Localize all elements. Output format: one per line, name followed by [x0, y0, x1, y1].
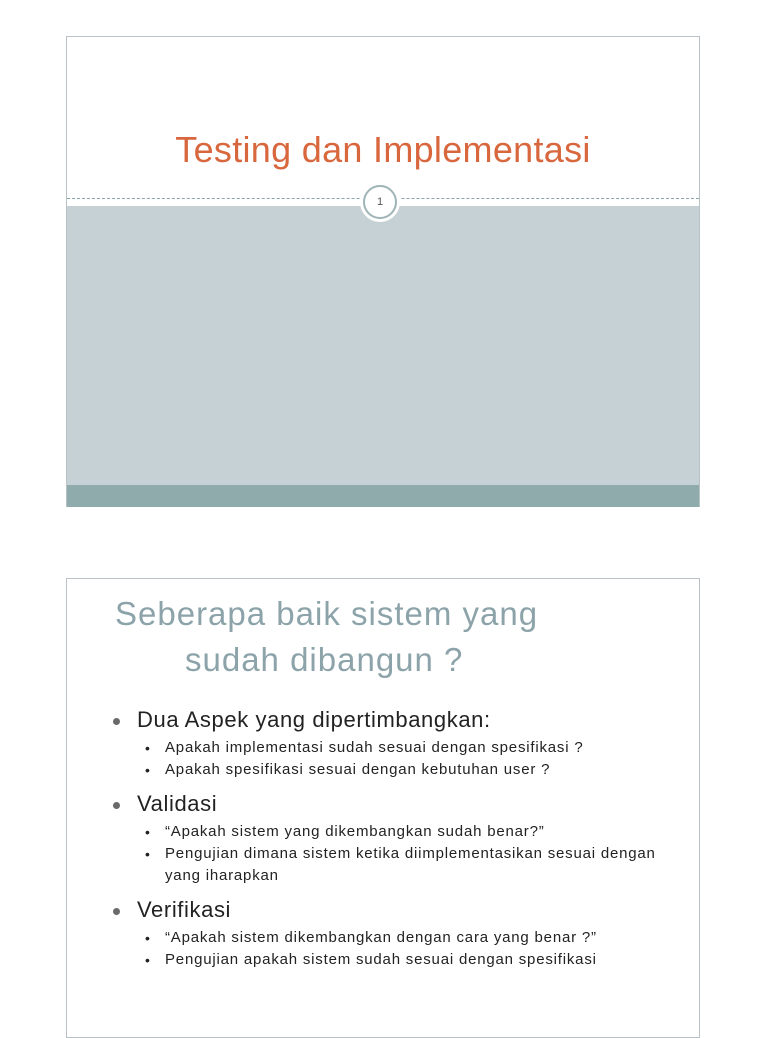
sub-bullet-marker: •: [145, 952, 151, 968]
title-slide: [66, 36, 700, 507]
sub-bullet-item: [111, 927, 679, 949]
heading-line-2: sudah dibangun ?: [185, 641, 464, 678]
sub-bullet-item: [111, 737, 679, 759]
bullet-dot-icon: [113, 802, 120, 809]
bullet-text: Dua Aspek yang dipertimbangkan:: [137, 707, 491, 732]
heading-line-1: Seberapa baik sistem yang: [115, 595, 539, 632]
bullet-item: [111, 707, 679, 733]
sub-bullet-item: [111, 843, 679, 887]
decorative-band-bottom: [67, 485, 699, 507]
sub-bullet-text: Pengujian apakah sistem sudah sesuai dengan spesifikasi: [165, 951, 597, 968]
bullet-item: [111, 897, 679, 923]
slide-title: Testing dan Implementasi: [175, 129, 591, 170]
sub-bullet-text: Apakah spesifikasi sesuai dengan kebutuhan user ?: [165, 761, 551, 778]
sub-bullet-item: [111, 759, 679, 781]
sub-bullet-text: Pengujian dimana sistem ketika diimplementasikan sesuai dengan yang iharapkan: [165, 845, 656, 884]
sub-bullet-list: [111, 927, 679, 971]
content-slide: [66, 578, 700, 1038]
sub-bullet-marker: •: [145, 762, 151, 778]
sub-bullet-text: Apakah implementasi sudah sesuai dengan spesifikasi ?: [165, 739, 584, 756]
page-number-badge: [363, 185, 397, 219]
sub-bullet-list: [111, 737, 679, 781]
slide-heading: [115, 591, 538, 683]
sub-bullet-item: [111, 821, 679, 843]
bullet-text: Validasi: [137, 791, 218, 816]
page-number: 1: [376, 196, 384, 208]
bullet-dot-icon: [113, 718, 120, 725]
bullet-item: [111, 791, 679, 817]
sub-bullet-item: [111, 949, 679, 971]
sub-bullet-list: [111, 821, 679, 887]
sub-bullet-marker: •: [145, 740, 151, 756]
bullet-dot-icon: [113, 908, 120, 915]
decorative-band: [67, 206, 699, 485]
bullet-text: Verifikasi: [137, 897, 232, 922]
bullet-list: [111, 707, 679, 981]
sub-bullet-marker: •: [145, 846, 151, 862]
sub-bullet-text: “Apakah sistem dikembangkan dengan cara yang benar ?”: [165, 929, 597, 946]
sub-bullet-text: “Apakah sistem yang dikembangkan sudah benar?”: [165, 823, 545, 840]
sub-bullet-marker: •: [145, 824, 151, 840]
title-area: [67, 37, 699, 199]
sub-bullet-marker: •: [145, 930, 151, 946]
